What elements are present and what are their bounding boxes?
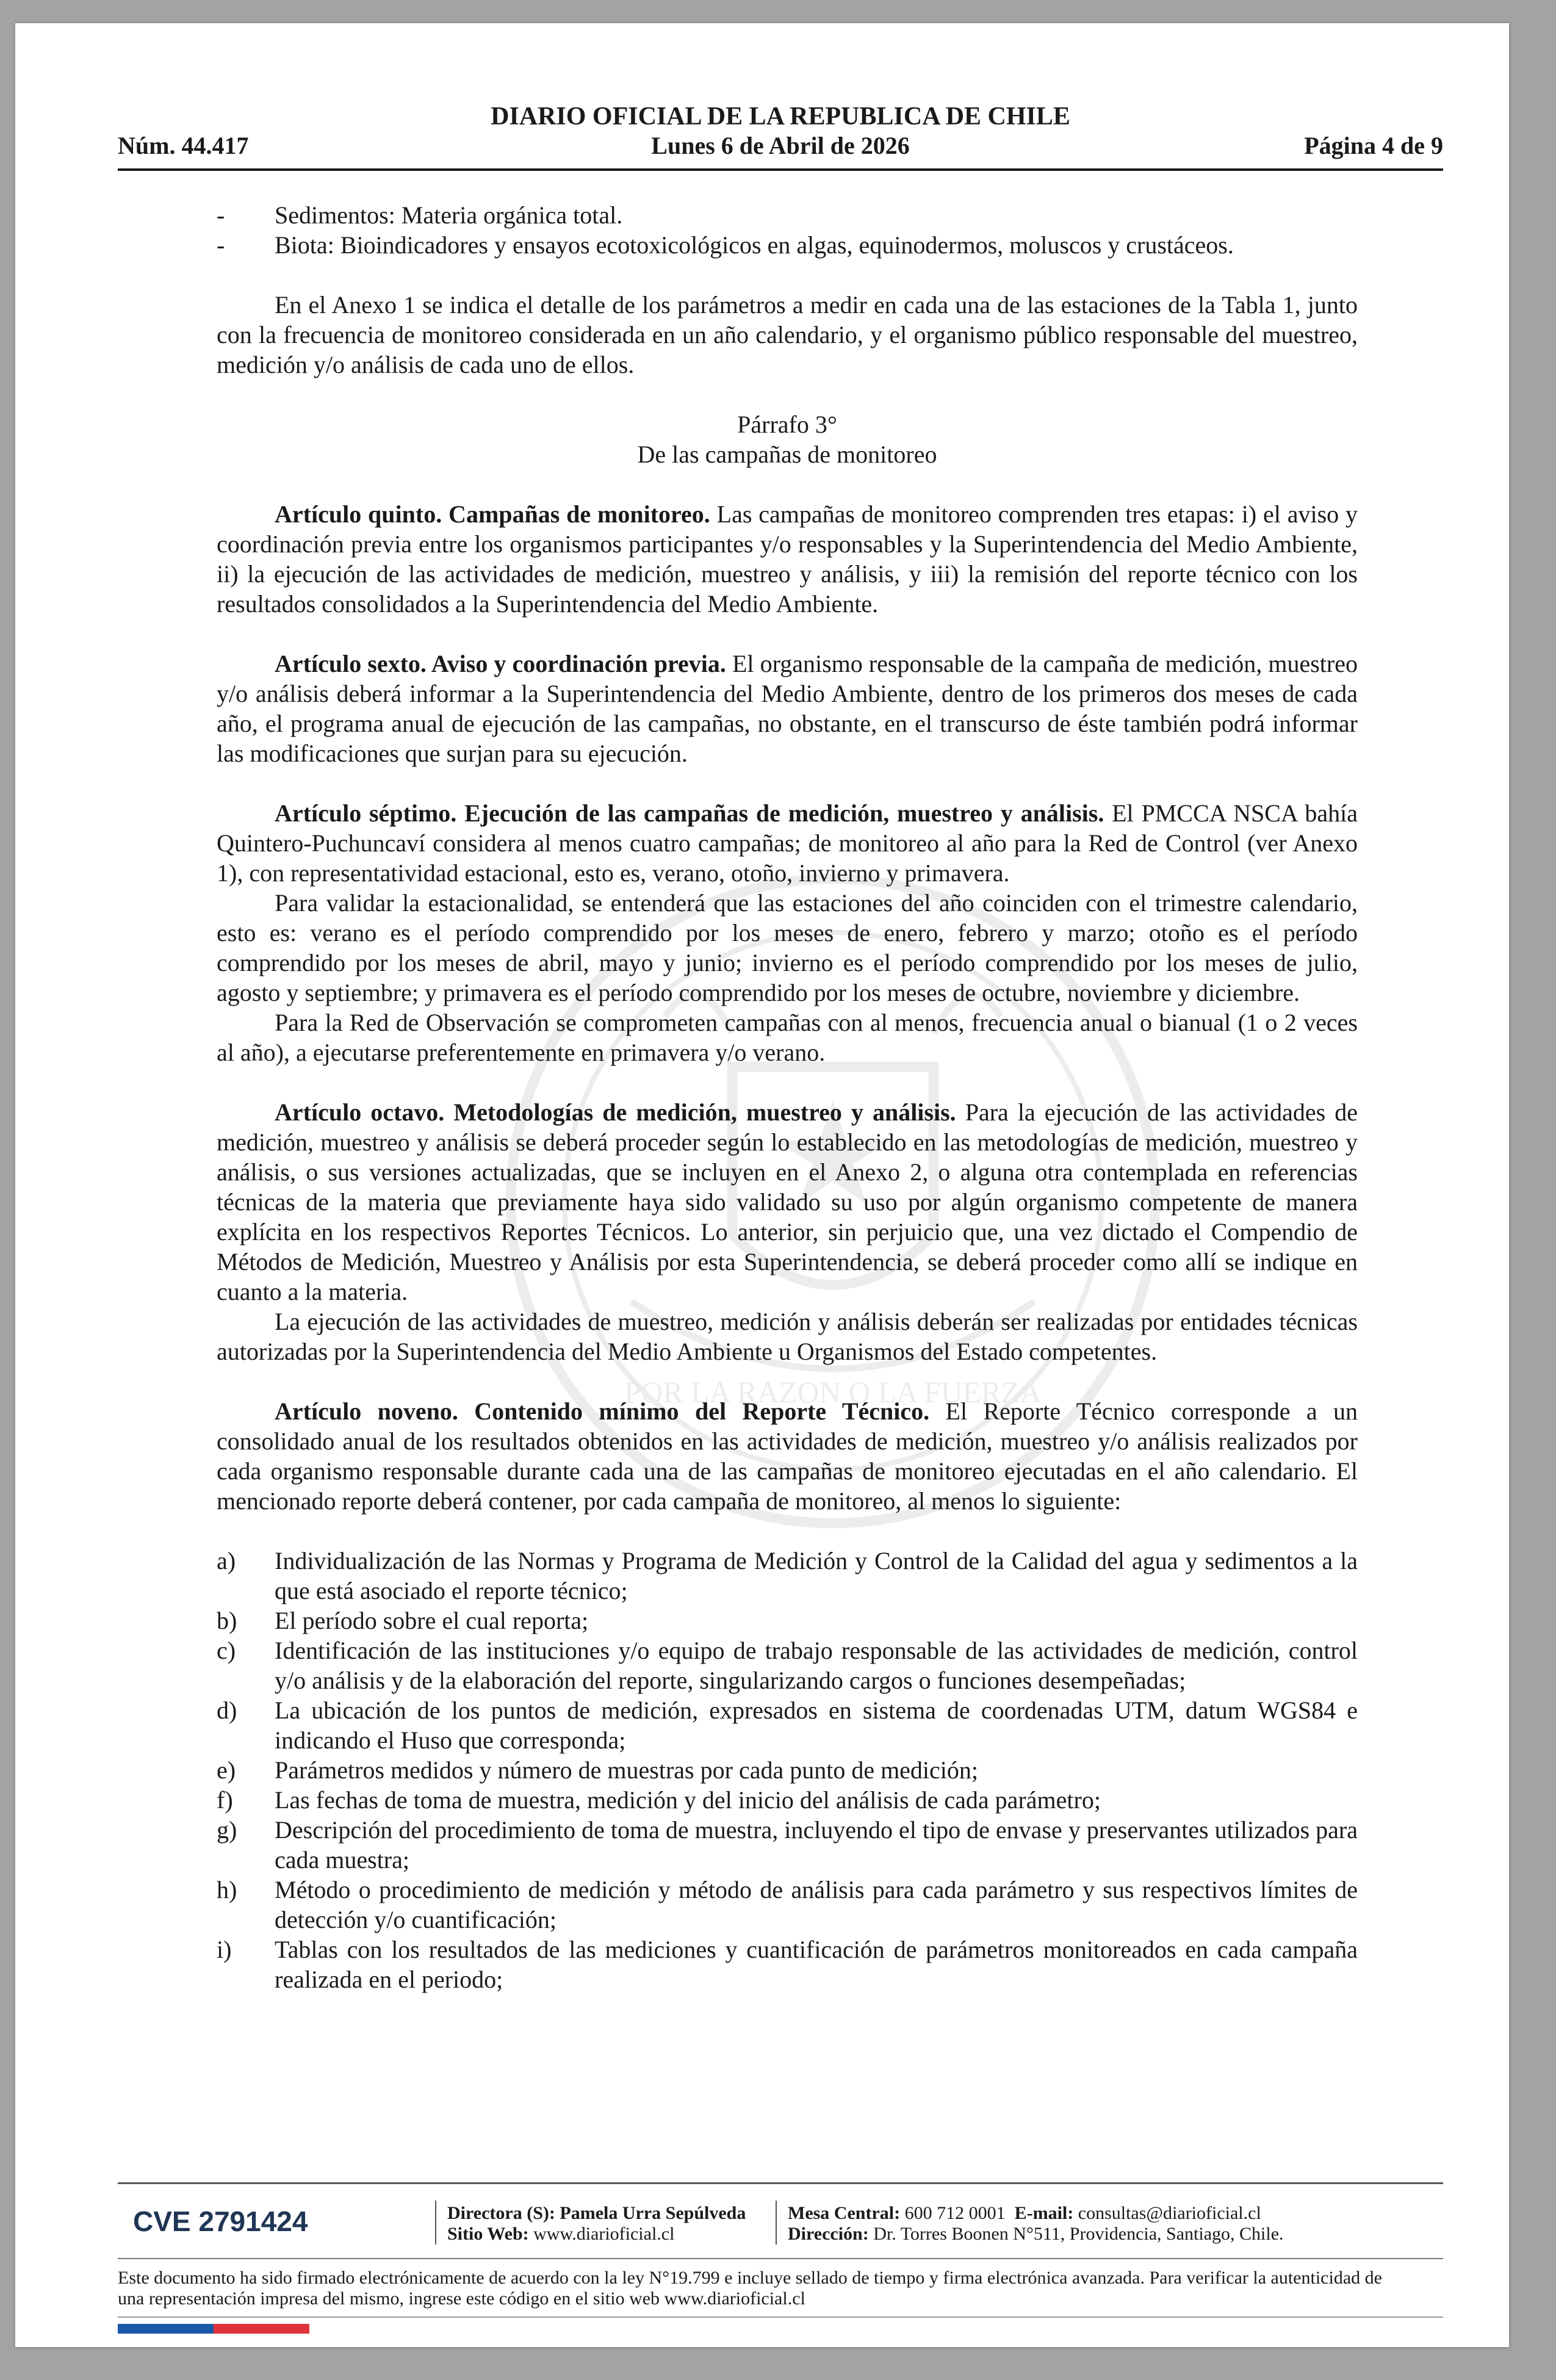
- section-heading: Párrafo 3°: [737, 411, 837, 438]
- section-subheading: De las campañas de monitoreo: [637, 441, 937, 468]
- bullet-item: [217, 230, 1358, 260]
- article-7-paragraph-3: Para la Red de Observación se comprometen campañas con al menos, frecuencia anual o bianual (1 o 2 veces al año), a ejecutarse preferentemente en primavera y/o verano.: [217, 1009, 1358, 1066]
- spacer: [217, 1516, 1358, 1546]
- document-page: [15, 23, 1509, 2347]
- issue-date: Lunes 6 de Abril de 2026: [651, 132, 910, 159]
- document-body: [217, 200, 1358, 1994]
- list-letter: e): [217, 1756, 236, 1784]
- list-text: Identificación de las instituciones y/o equipo de trabajo responsable de las actividades de medición, control y/o análisis y de la elaboración del reporte, singularizando cargos o funciones desempeñadas;: [275, 1637, 1358, 1694]
- email-link[interactable]: consultas@diarioficial.cl: [1078, 2203, 1261, 2223]
- footer-separator: [435, 2201, 436, 2245]
- article-7-title: Artículo séptimo. Ejecución de las campañas de medición, muestreo y análisis.: [275, 799, 1104, 827]
- footer-director-block: [447, 2203, 746, 2245]
- bullet-item: [217, 200, 1358, 230]
- website-line: [447, 2224, 746, 2245]
- signature-note: Este documento ha sido firmado electrónicamente de acuerdo con la ley N°19.799 e incluye sellado de tiempo y firma electrónica avanzada. Para verificar la autenticidad de una representación impresa del mismo, ingrese este código en el sitio web www.diarioficial.cl: [118, 2268, 1382, 2309]
- article-9-text: El Reporte Técnico corresponde a un consolidado anual de los resultados obtenidos en las actividades de medición, muestreo y/o análisis realizados por cada organismo responsable durante cada una de las campañas de monitoreo ejecutadas en el año calendario. El mencionado reporte deberá contener, por cada campaña de monitoreo, al menos lo siguiente:: [217, 1397, 1358, 1515]
- gazette-title: DIARIO OFICIAL DE LA REPUBLICA DE CHILE: [491, 103, 1070, 131]
- article-5: [217, 499, 1358, 619]
- list-letter: a): [217, 1547, 236, 1574]
- director-name: Pamela Urra Sepúlveda: [560, 2203, 746, 2223]
- address-value: Dr. Torres Boonen N°511, Providencia, Santiago, Chile.: [873, 2224, 1284, 2244]
- footer-contact-block: [788, 2203, 1284, 2245]
- list-text: Descripción del procedimiento de toma de muestra, incluyendo el tipo de envase y preservantes utilizados para cada muestra;: [275, 1816, 1358, 1873]
- list-item-b: [217, 1606, 1358, 1635]
- list-text: El período sobre el cual reporta;: [275, 1607, 589, 1634]
- list-item-c: [217, 1635, 1358, 1695]
- article-7-paragraph-2: Para validar la estacionalidad, se entenderá que las estaciones del año coinciden con el trimestre calendario, esto es: verano es el período comprendido por los meses de enero, febrero y marzo; otoño es el período comprendido por los meses de abril, mayo y junio; invierno es el período comprendido por los meses de julio, agosto y septiembre; y primavera es el período comprendido por los meses de octubre, noviembre y diciembre.: [217, 889, 1358, 1006]
- list-text: Parámetros medidos y número de muestras por cada punto de medición;: [275, 1756, 979, 1784]
- bullet-text: Sedimentos: Materia orgánica total.: [275, 201, 623, 229]
- director-label: Directora (S):: [447, 2203, 555, 2223]
- list-item-g: [217, 1815, 1358, 1875]
- article-8-text: Para la ejecución de las actividades de medición, muestreo y análisis se deberá proceder según lo establecido en las metodologías de medición, muestreo y análisis, o sus versiones actualizadas, que se incluyen en el Anexo 2, o alguna otra contemplada en referencias técnicas de la materia que previamente haya sido validado su uso por algún organismo competente de manera explícita en los respectivos Reportes Técnicos. Lo anterior, sin perjuicio que, una vez dictado el Compendio de Métodos de Medición, Muestreo y Análisis por esta Superintendencia, se deberá proceder como allí se indique en cuanto a la materia.: [217, 1098, 1358, 1305]
- list-text: Tablas con los resultados de las mediciones y cuantificación de parámetros monitoreados en cada campaña realizada en el periodo;: [275, 1936, 1358, 1993]
- list-item-f: [217, 1785, 1358, 1815]
- intro-paragraph: En el Anexo 1 se indica el detalle de los parámetros a medir en cada una de las estaciones de la Tabla 1, junto con la frecuencia de monitoreo considerada en un año calendario, y el organismo público responsable del muestreo, medición y/o análisis de cada uno de ellos.: [217, 291, 1358, 378]
- list-letter: i): [217, 1936, 232, 1963]
- article-5-title: Artículo quinto. Campañas de monitoreo.: [275, 500, 710, 528]
- article-6: [217, 649, 1358, 768]
- list-text: La ubicación de los puntos de medición, expresados en sistema de coordenadas UTM, datum WGS84 e indicando el Huso que corresponda;: [275, 1697, 1358, 1754]
- list-letter: h): [217, 1876, 237, 1903]
- watermark-motto: POR LA RAZON O LA FUERZA: [624, 1376, 1042, 1409]
- footer-divider: [118, 2182, 1443, 2184]
- spacer: [217, 619, 1358, 649]
- spacer: [217, 469, 1358, 499]
- article-9-title: Artículo noveno. Contenido mínimo del Reporte Técnico.: [275, 1397, 930, 1425]
- article-6-text: El organismo responsable de la campaña de medición, muestreo y/o análisis deberá informar a la Superintendencia del Medio Ambiente, dentro de los primeros dos meses de cada año, el programa anual de ejecución de las campañas, no obstante, en el transcurso de éste también podrá informar las modificaciones que surjan para su ejecución.: [217, 650, 1358, 767]
- flag-bar-red: [214, 2324, 309, 2334]
- article-7: [217, 798, 1358, 888]
- list-text: Individualización de las Normas y Programa de Medición y Control de la Calidad del agua y sedimentos a la que está asociado el reporte técnico;: [275, 1547, 1358, 1604]
- list-text: Las fechas de toma de muestra, medición y del inicio del análisis de cada parámetro;: [275, 1786, 1101, 1814]
- article-7-text: El PMCCA NSCA bahía Quintero-Puchuncaví considera al menos cuatro campañas; de monitoreo al año para la Red de Control (ver Anexo 1), con representatividad estacional, esto es, verano, otoño, invierno y primavera.: [217, 799, 1358, 887]
- footer-divider: [118, 2317, 1443, 2318]
- list-text: Método o procedimiento de medición y método de análisis para cada parámetro y sus respectivos límites de detección y/o cuantificación;: [275, 1876, 1358, 1933]
- spacer: [217, 1366, 1358, 1396]
- address-label: Dirección:: [788, 2224, 869, 2244]
- bullet-dash: -: [217, 201, 225, 229]
- list-letter: f): [217, 1786, 233, 1814]
- spacer: [217, 260, 1358, 290]
- footer-separator: [776, 2201, 777, 2245]
- article-8-title: Artículo octavo. Metodologías de medición, muestreo y análisis.: [275, 1098, 956, 1126]
- phone-value: 600 712 0001: [904, 2203, 1006, 2223]
- article-8: [217, 1097, 1358, 1307]
- bullet-dash: -: [217, 231, 225, 259]
- issue-number: Núm. 44.417: [118, 132, 249, 159]
- list-item-i: [217, 1935, 1358, 1994]
- contact-line: [788, 2203, 1284, 2224]
- list-letter: d): [217, 1697, 237, 1724]
- list-letter: b): [217, 1607, 237, 1634]
- email-label: E-mail:: [1014, 2203, 1074, 2223]
- list-item-a: [217, 1546, 1358, 1606]
- spacer: [217, 1067, 1358, 1097]
- list-item-d: [217, 1695, 1358, 1755]
- list-item-e: [217, 1755, 1358, 1785]
- list-item-h: [217, 1875, 1358, 1935]
- flag-bar-blue: [118, 2324, 214, 2334]
- page-header: [118, 77, 1443, 171]
- list-letter: g): [217, 1816, 237, 1844]
- page-footer: [118, 2182, 1443, 2341]
- director-line: [447, 2203, 746, 2224]
- article-5-text: Las campañas de monitoreo comprenden tres etapas: i) el aviso y coordinación previa entre los organismos participantes y/o responsables y la Superintendencia del Medio Ambiente, ii) la ejecución de las actividades de medición, muestreo y análisis, y iii) la remisión del reporte técnico con los resultados consolidados a la Superintendencia del Medio Ambiente.: [217, 500, 1358, 618]
- spacer: [217, 768, 1358, 798]
- bullet-text: Biota: Bioindicadores y ensayos ecotoxicológicos en algas, equinodermos, moluscos y crustáceos.: [275, 231, 1234, 259]
- cve-code: CVE 2791424: [133, 2205, 308, 2237]
- article-8-paragraph-2: La ejecución de las actividades de muestreo, medición y análisis deberán ser realizadas por entidades técnicas autorizadas por la Superintendencia del Medio Ambiente u Organismos del Estado competentes.: [217, 1308, 1358, 1365]
- website-link[interactable]: www.diarioficial.cl: [533, 2224, 675, 2244]
- address-line: [788, 2224, 1284, 2245]
- footer-divider: [118, 2258, 1443, 2259]
- list-letter: c): [217, 1637, 236, 1664]
- website-label: Sitio Web:: [447, 2224, 529, 2244]
- article-6-title: Artículo sexto. Aviso y coordinación previa.: [275, 650, 726, 677]
- spacer: [217, 380, 1358, 409]
- phone-label: Mesa Central:: [788, 2203, 901, 2223]
- page-indicator: Página 4 de 9: [1304, 132, 1443, 159]
- article-9: [217, 1396, 1358, 1516]
